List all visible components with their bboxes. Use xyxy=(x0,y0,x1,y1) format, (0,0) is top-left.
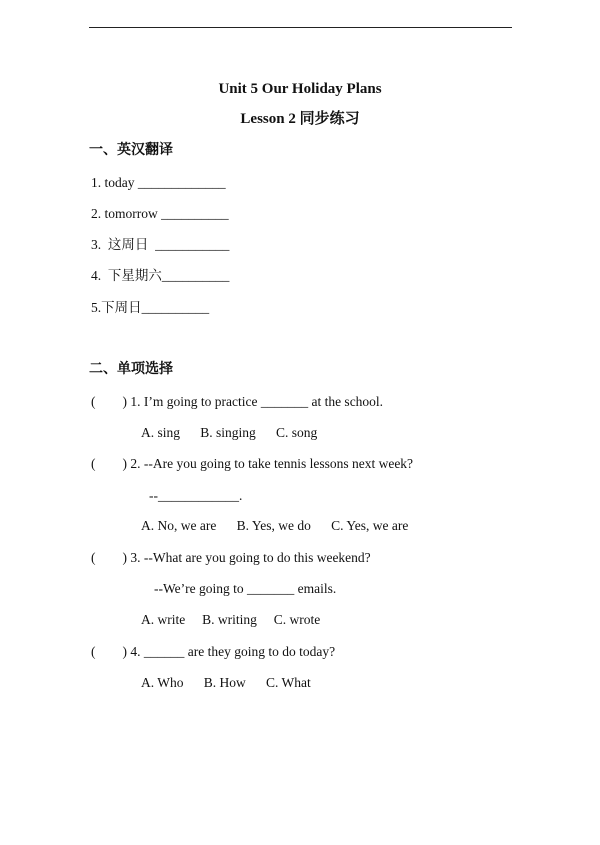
document-title: Unit 5 Our Holiday Plans xyxy=(218,81,382,97)
question-2: ( ) 2. --Are you going to take tennis lessons next week? xyxy=(91,456,414,471)
question-3-options: A. write B. writing C. wrote xyxy=(141,612,321,627)
header-rule xyxy=(89,27,512,28)
translation-item-4: 4. 下星期六__________ xyxy=(91,268,230,283)
translation-item-5: 5.下周日__________ xyxy=(91,300,210,315)
translation-item-3: 3. 这周日 ___________ xyxy=(91,237,230,252)
question-1: ( ) 1. I’m going to practice _______ at the school. xyxy=(91,394,384,409)
question-3: ( ) 3. --What are you going to do this weekend? xyxy=(91,550,371,565)
lesson-subtitle: Lesson 2 同步练习 xyxy=(240,111,360,127)
question-2-options: A. No, we are B. Yes, we do C. Yes, we are xyxy=(141,518,409,533)
question-1-options: A. sing B. singing C. song xyxy=(141,425,318,440)
section-1-heading: 一、英汉翻译 xyxy=(89,143,173,158)
question-2-answer-line: --____________. xyxy=(149,488,243,503)
section-2-heading: 二、单项选择 xyxy=(89,362,173,377)
translation-item-2: 2. tomorrow __________ xyxy=(91,206,229,221)
question-4-options: A. Who B. How C. What xyxy=(141,675,311,690)
question-4: ( ) 4. ______ are they going to do today? xyxy=(91,644,336,659)
question-3-answer-line: --We’re going to _______ emails. xyxy=(154,581,337,596)
translation-item-1: 1. today _____________ xyxy=(91,175,226,190)
